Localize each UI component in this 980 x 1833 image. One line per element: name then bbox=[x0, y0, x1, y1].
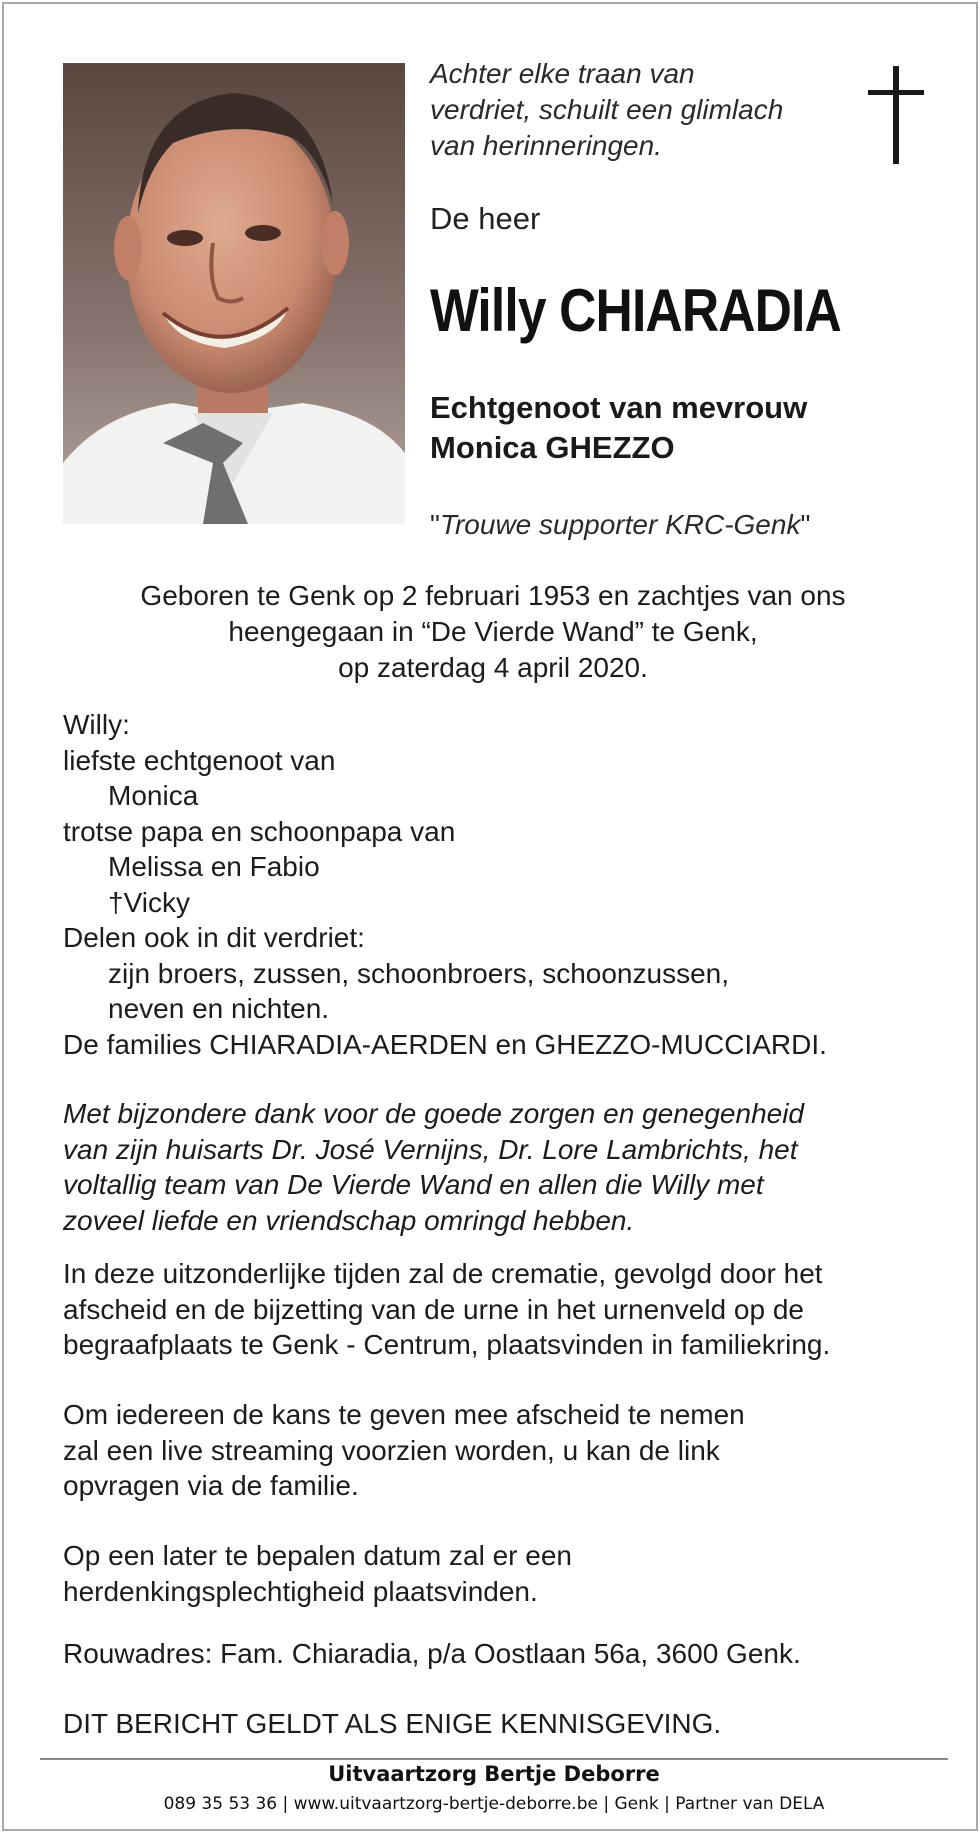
deceased-name: Willy CHIARADIA bbox=[430, 277, 841, 344]
deceased-title: De heer bbox=[430, 201, 541, 236]
survivor-line: Melissa en Fabio bbox=[108, 851, 320, 882]
spouse-line: Echtgenoot van mevrouw bbox=[430, 390, 808, 425]
born-line: heengegaan in “De Vierde Wand” te Genk, bbox=[228, 616, 758, 647]
thanks-line: Met bijzondere dank voor de goede zorgen en genegenheid bbox=[63, 1098, 805, 1129]
streaming-line: Om iedereen de kans te geven mee afscheid te nemen bbox=[63, 1399, 745, 1430]
portrait-image bbox=[63, 63, 405, 524]
born-line: Geboren te Genk op 2 februari 1953 en zachtjes van ons bbox=[140, 580, 846, 611]
quote-line: Achter elke traan van bbox=[430, 58, 695, 89]
streaming-line: opvragen via de familie. bbox=[63, 1470, 359, 1501]
survivor-line: zijn broers, zussen, schoonbroers, schoonzussen, bbox=[108, 957, 729, 989]
mourning-address: Rouwadres: Fam. Chiaradia, p/a Oostlaan 56a, 3600 Genk. bbox=[63, 1638, 801, 1669]
survivor-line: †Vicky bbox=[108, 886, 190, 918]
memorial-line: Op een later te bepalen datum zal er een bbox=[63, 1540, 573, 1571]
footer-divider bbox=[40, 1758, 948, 1760]
quote-mark-open: " bbox=[430, 509, 440, 540]
quote bbox=[430, 56, 860, 164]
ceremony-line: afscheid en de bijzetting van de urne in het urnenveld op de bbox=[63, 1293, 804, 1325]
survivor-line: De families CHIARADIA-AERDEN en GHEZZO-MUCCIARDI. bbox=[63, 1028, 827, 1060]
birth-death-info bbox=[63, 578, 923, 686]
spouse-name: Monica GHEZZO bbox=[430, 430, 675, 465]
motto-text: Trouwe supporter KRC-Genk bbox=[439, 509, 801, 540]
survivor-line: liefste echtgenoot van bbox=[63, 744, 336, 776]
quote-line: verdriet, schuilt een glimlach bbox=[430, 94, 784, 125]
quote-mark-close: " bbox=[800, 509, 811, 540]
survivor-line: Willy: bbox=[63, 709, 130, 740]
survivor-line: Monica bbox=[108, 780, 199, 811]
spouse-info bbox=[430, 388, 930, 468]
survivor-line: trotse papa en schoonpapa van bbox=[63, 815, 456, 847]
funeral-home-name: Uitvaartzorg Bertje Deborre bbox=[328, 1762, 660, 1786]
latin-cross-icon bbox=[868, 66, 924, 169]
ceremony-line: begraafplaats te Genk - Centrum, plaatsvinden in familiekring. bbox=[63, 1329, 831, 1360]
thanks-paragraph bbox=[63, 1096, 943, 1238]
survivors-list bbox=[63, 707, 943, 1062]
memorial-paragraph bbox=[63, 1538, 943, 1609]
survivor-line: neven en nichten. bbox=[108, 993, 330, 1024]
thanks-line: zoveel liefde en vriendschap omringd hebben. bbox=[63, 1204, 635, 1236]
motto bbox=[430, 509, 810, 541]
streaming-line: zal een live streaming voorzien worden, u kan de link bbox=[63, 1434, 720, 1466]
funeral-home-contact: 089 35 53 36 | www.uitvaartzorg-bertje-deborre.be | Genk | Partner van DELA bbox=[163, 1794, 825, 1814]
thanks-line: van zijn huisarts Dr. José Vernijns, Dr. Lore Lambrichts, het bbox=[63, 1133, 798, 1165]
ceremony-line: In deze uitzonderlijke tijden zal de crematie, gevolgd door het bbox=[63, 1258, 823, 1289]
portrait-photo bbox=[63, 63, 405, 524]
notice-line: DIT BERICHT GELDT ALS ENIGE KENNISGEVING. bbox=[63, 1708, 722, 1739]
ceremony-paragraph bbox=[63, 1256, 943, 1363]
obituary-card bbox=[2, 2, 978, 1831]
quote-line: van herinneringen. bbox=[430, 130, 662, 161]
memorial-line: herdenkingsplechtigheid plaatsvinden. bbox=[63, 1575, 538, 1607]
born-line: op zaterdag 4 april 2020. bbox=[338, 652, 648, 683]
streaming-paragraph bbox=[63, 1397, 943, 1504]
survivor-line: Delen ook in dit verdriet: bbox=[63, 922, 365, 953]
thanks-line: voltallig team van De Vierde Wand en allen die Willy met bbox=[63, 1169, 764, 1200]
